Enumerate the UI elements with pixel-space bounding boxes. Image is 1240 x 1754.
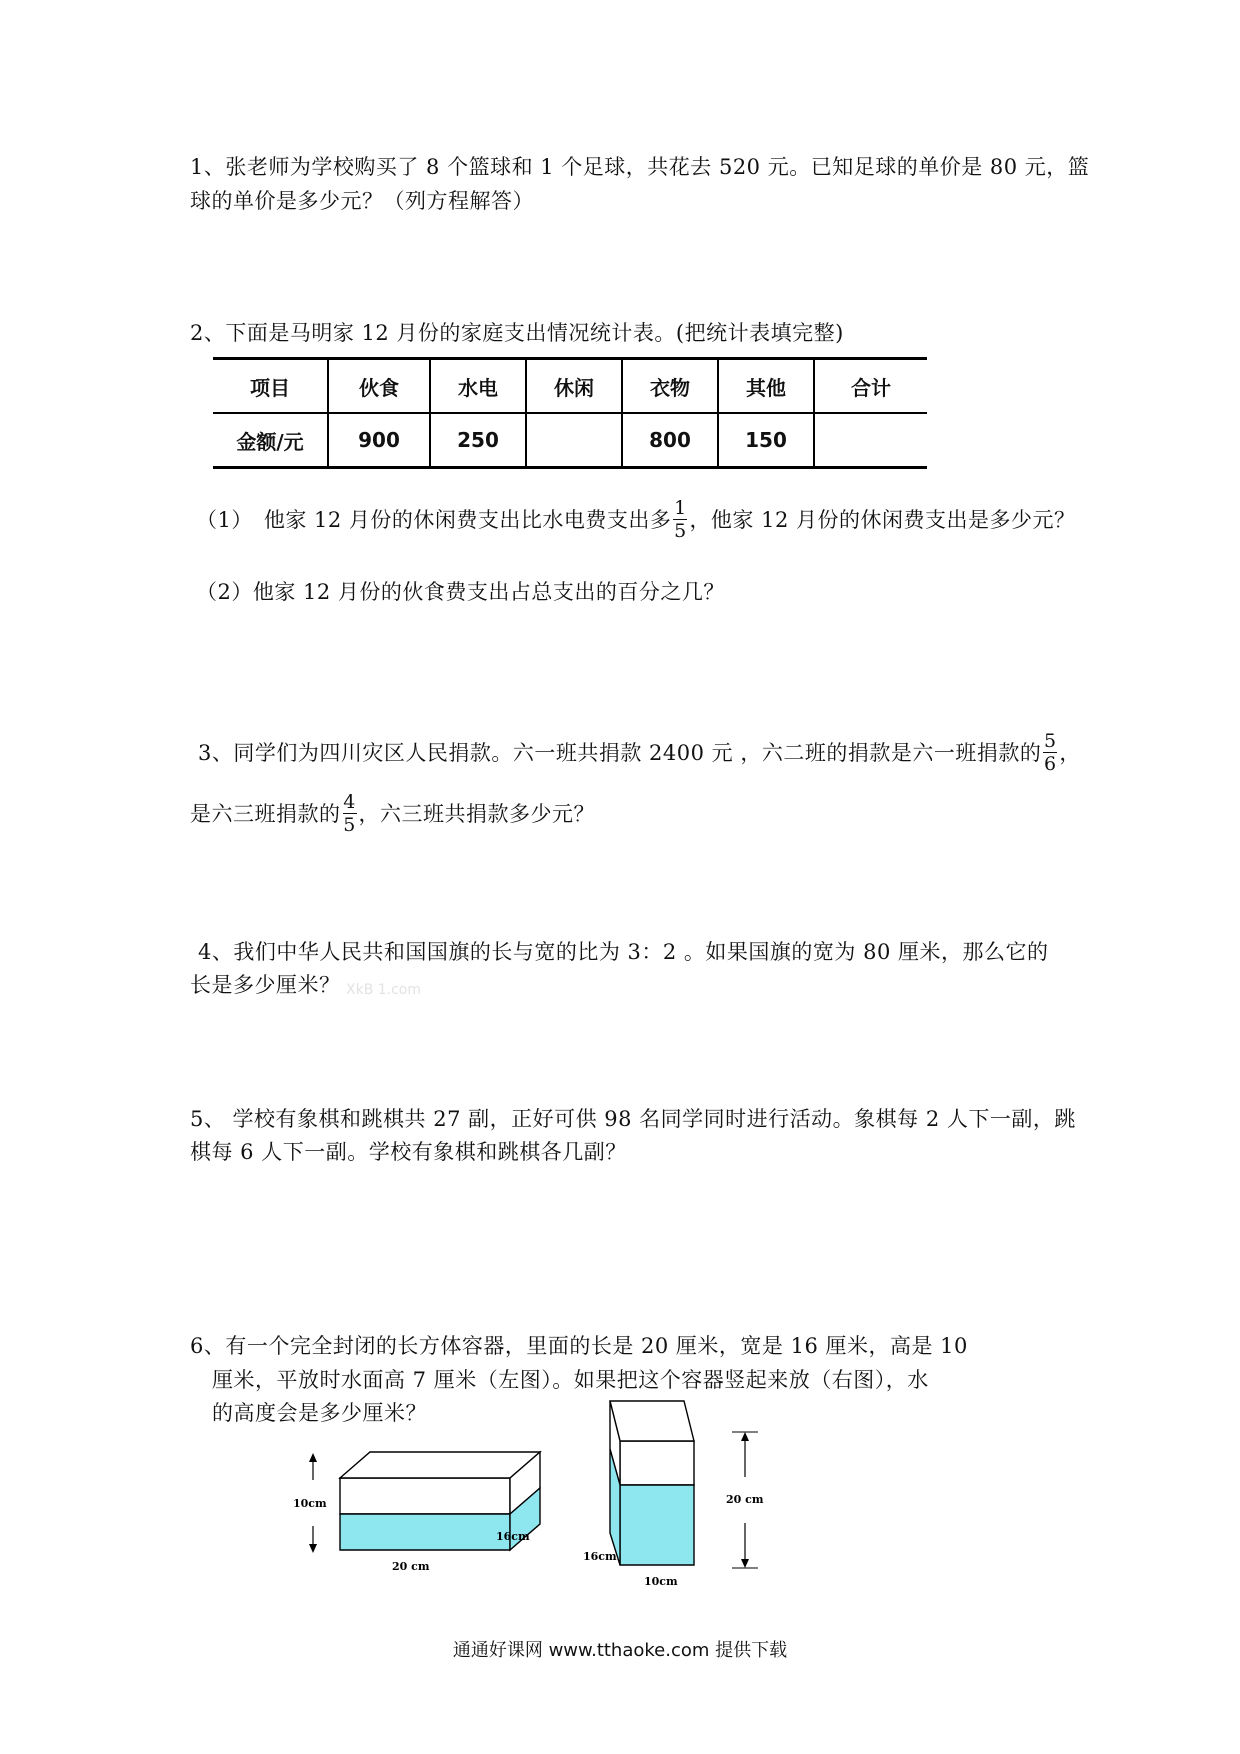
- q2-sub1-prefix: （1） 他家 12 月份的休闲费支出比水电费支出多: [196, 507, 672, 532]
- table-cell: 900: [328, 413, 430, 468]
- fraction-numerator: 1: [674, 497, 687, 519]
- right-box-figure: [580, 1385, 780, 1595]
- q5-line2: 棋每 6 人下一副。学校有象棋和跳棋各几副？: [190, 1140, 627, 1164]
- height-label: 20 cm: [726, 1493, 764, 1506]
- arrowhead-up: [741, 1432, 749, 1441]
- table-cell: 金额/元: [213, 413, 328, 468]
- q2-title: 2、下面是马明家 12 月份的家庭支出情况统计表。(把统计表填完整): [190, 321, 844, 345]
- table-cell: 800: [622, 413, 718, 468]
- arrowhead-up: [309, 1453, 317, 1462]
- q6-line1: 6、有一个完全封闭的长方体容器，里面的长是 20 厘米，宽是 16 厘米，高是 10: [190, 1334, 968, 1358]
- box-top-face: [610, 1401, 694, 1441]
- q3-line2-prefix: 是六三班捐款的: [190, 801, 341, 826]
- water-front: [340, 1514, 510, 1550]
- q2-sub1-suffix: ，他家 12 月份的休闲费支出是多少元？: [689, 507, 1076, 532]
- fraction-numerator: 5: [1044, 730, 1057, 752]
- table-header-cell: 衣物: [622, 359, 718, 414]
- box-top-face: [340, 1452, 540, 1478]
- table-cell-blank: [526, 413, 622, 468]
- table-row: [213, 413, 927, 468]
- box-front-top: [340, 1478, 510, 1514]
- q3-line1-prefix: 3、同学们为四川灾区人民捐款。六一班共捐款 2400 元 ，六二班的捐款是六一班捐款的: [198, 740, 1042, 765]
- table-cell: 150: [718, 413, 814, 468]
- q3-line1: [198, 730, 1081, 775]
- arrowhead-down: [741, 1559, 749, 1568]
- table-header-cell: 伙食: [328, 359, 430, 414]
- fraction-denominator: 6: [1044, 753, 1057, 775]
- table-cell-blank: [814, 413, 927, 468]
- fraction: [343, 791, 357, 836]
- expense-table: [213, 357, 927, 469]
- q3-line2: [190, 791, 595, 836]
- q3-line1-suffix: ，: [1059, 740, 1081, 765]
- width-label: 10cm: [644, 1575, 678, 1588]
- q2-sub2: （2）他家 12 月份的伙食费支出占总支出的百分之几？: [196, 580, 725, 604]
- box-front-top: [620, 1441, 694, 1485]
- fraction-denominator: 5: [343, 814, 356, 836]
- fraction: [1043, 730, 1057, 775]
- q4-line1: 4、我们中华人民共和国国旗的长与宽的比为 3：2 。如果国旗的宽为 80 厘米，那么它的: [198, 940, 1049, 964]
- q6-line3: 的高度会是多少厘米？: [212, 1401, 427, 1425]
- q1-line2: 球的单价是多少元？（列方程解答）: [190, 189, 534, 213]
- fraction-denominator: 5: [674, 520, 687, 542]
- q1-line1: 1、张老师为学校购买了 8 个篮球和 1 个足球，共花去 520 元。已知足球的单价是 80 元，篮: [190, 155, 1090, 179]
- arrowhead-down: [309, 1544, 317, 1553]
- table-header-cell: 合计: [814, 359, 927, 414]
- table-header-cell: 项目: [213, 359, 328, 414]
- left-box-figure: [290, 1440, 590, 1580]
- q4-line2: 长是多少厘米？: [190, 973, 341, 997]
- width-label: 20 cm: [392, 1560, 430, 1573]
- height-label: 10cm: [293, 1497, 327, 1510]
- fraction-numerator: 4: [343, 791, 356, 813]
- fraction: [673, 497, 687, 542]
- table-header-cell: 休闲: [526, 359, 622, 414]
- q3-line2-suffix: ，六三班共捐款多少元？: [358, 801, 595, 826]
- q2-sub1: [196, 497, 1076, 542]
- watermark: XkB 1.com: [346, 982, 422, 998]
- table-header-cell: 其他: [718, 359, 814, 414]
- water-front: [620, 1485, 694, 1565]
- q5-line1: 5、 学校有象棋和跳棋共 27 副，正好可供 98 名同学同时进行活动。象棋每 2 人下一副，跳: [190, 1107, 1076, 1131]
- depth-label: 16cm: [583, 1550, 617, 1563]
- table-header-row: [213, 359, 927, 414]
- footer-text: 通通好课网 www.tthaoke.com 提供下载: [452, 1640, 788, 1661]
- depth-label: 16cm: [496, 1530, 530, 1543]
- q6-line2: 厘米，平放时水面高 7 厘米（左图）。如果把这个容器竖起来放（右图），水: [212, 1368, 929, 1392]
- table-header-cell: 水电: [430, 359, 526, 414]
- table-cell: 250: [430, 413, 526, 468]
